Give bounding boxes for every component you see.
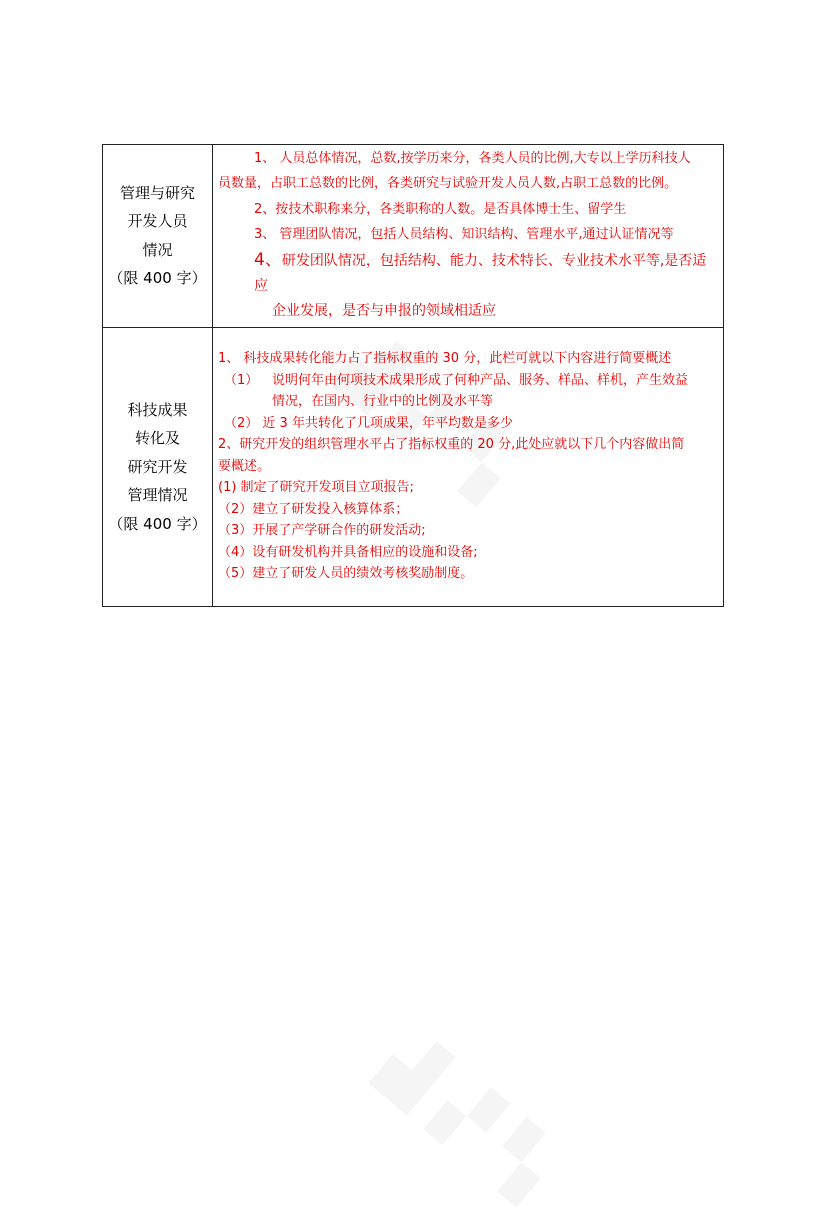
content-line: (1) 制定了研究开发项目立项报告;: [218, 480, 414, 496]
table-row: [103, 327, 724, 606]
application-form-table: [102, 144, 724, 607]
content-line: （5）建立了研发人员的绩效考核奖励制度。: [218, 566, 474, 582]
content-line: 要概述。: [218, 458, 271, 474]
content-line: （2）建立了研发投入核算体系；: [218, 501, 409, 517]
content-line: 员数量，占职工总数的比例，各类研究与试验开发人员人数,占职工总数的比例。: [218, 176, 678, 192]
content-line: 1、 人员总体情况，总数,按学历来分，各类人员的比例,大专以上学历科技人: [254, 151, 691, 166]
content-line: （4）设有研发机构并具备相应的设施和设备;: [218, 544, 478, 560]
content-line: 3、 管理团队情况，包括人员结构、知识结构、管理水平,通过认证情况等: [254, 227, 674, 243]
table-row: [103, 145, 724, 328]
content-line: （3）开展了产学研合作的研发活动;: [218, 523, 426, 539]
content-line: （2） 近 3 年共转化了几项成果，年平均数是多少: [224, 415, 513, 431]
personnel-content: [213, 145, 724, 328]
row-label-achievements: 科技成果 转化及 研究开发 管理情况 （限 400 字）: [103, 327, 213, 606]
content-line: 2、研究开发的组织管理水平占了指标权重的 20 分,此处应就以下几个内容做出简: [218, 437, 685, 453]
content-line: 企业发展，是否与申报的领域相适应: [272, 303, 496, 320]
row-label-personnel: 管理与研究 开发人员 情况 （限 400 字）: [103, 145, 213, 328]
content-line: 1、 科技成果转化能力占了指标权重的 30 分，此栏可就以下内容进行简要概述: [218, 351, 672, 367]
content-line: 情况，在国内、行业中的比例及水平等: [272, 394, 494, 410]
content-line: （1） 说明何年由何项技术成果形成了何种产品、服务、样品、样机，产生效益: [224, 372, 689, 388]
watermark: [369, 1027, 564, 1207]
content-line: 2、按技术职称来分，各类职称的人数。是否具体博士生、留学生: [254, 201, 627, 217]
content-line: 4、研发团队情况，包括结构、能力、技术特长、专业技术水平等,是否适应: [254, 249, 707, 295]
achievements-content: [213, 327, 724, 606]
